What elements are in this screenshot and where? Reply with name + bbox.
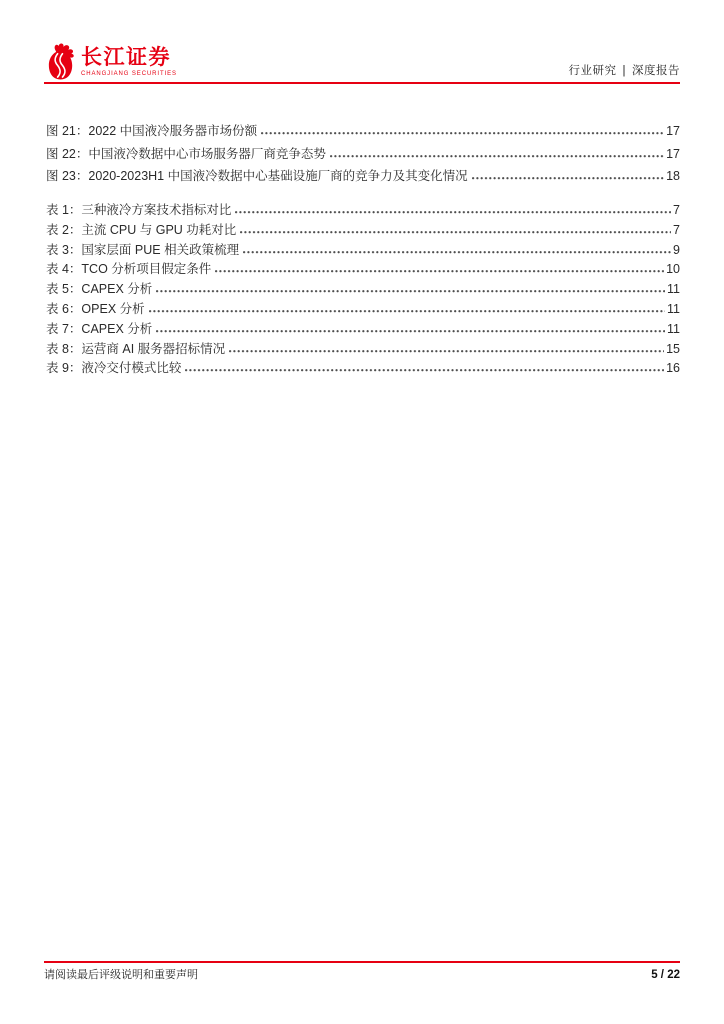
dot-leader (149, 304, 665, 313)
table-of-contents (46, 120, 680, 379)
report-category-label (569, 62, 681, 78)
toc-entry-label: 表 1：三种液冷方案技术指标对比 (46, 203, 232, 218)
dot-leader (240, 225, 671, 234)
page-footer (44, 966, 680, 982)
toc-entry-label: 表 7：CAPEX 分析 (46, 321, 153, 336)
report-type-text: 深度报告 (632, 65, 680, 77)
dot-leader (330, 149, 664, 158)
footer-disclaimer: 请阅读最后评级说明和重要声明 (44, 969, 198, 981)
toc-entry-label: 表 3：国家层面 PUE 相关政策梳理 (46, 242, 240, 257)
dot-leader (229, 344, 664, 353)
footer-divider (44, 961, 680, 963)
dot-leader (156, 324, 665, 333)
toc-entry-figure-22[interactable] (46, 143, 680, 166)
page-number: 5 / 22 (651, 969, 680, 981)
toc-entry-table-1[interactable] (46, 201, 680, 221)
toc-entry-page: 7 (673, 203, 680, 218)
toc-figures-group (46, 120, 680, 188)
brand-subtitle: CHANGJIANG SECURITIES (81, 71, 177, 77)
dot-leader (472, 171, 664, 180)
toc-entry-label: 图 21：2022 中国液冷服务器市场份额 (46, 124, 258, 138)
toc-entry-label: 图 23：2020-2023H1 中国液冷数据中心基础设施厂商的竞争力及其变化情况 (46, 169, 468, 184)
brand-text (81, 47, 177, 77)
dot-leader (156, 284, 665, 293)
toc-entry-figure-23[interactable] (46, 165, 680, 188)
toc-entry-label: 表 8：运营商 AI 服务器招标情况 (46, 341, 226, 356)
dot-leader (215, 264, 664, 273)
dot-leader (261, 126, 664, 135)
dot-leader (235, 205, 671, 214)
toc-entry-table-7[interactable] (46, 320, 680, 340)
toc-entry-page: 11 (667, 282, 680, 297)
toc-entry-page: 7 (673, 222, 680, 237)
toc-entry-label: 图 22：中国液冷数据中心市场服务器厂商竞争态势 (46, 146, 326, 161)
header-divider (44, 82, 680, 84)
dot-leader (185, 363, 664, 372)
toc-entry-page: 10 (666, 262, 680, 277)
brand-logo (44, 42, 177, 81)
toc-entry-page: 18 (666, 169, 680, 184)
toc-entry-table-4[interactable] (46, 260, 680, 280)
toc-entry-label: 表 5：CAPEX 分析 (46, 282, 153, 297)
toc-entry-label: 表 6：OPEX 分析 (46, 302, 145, 317)
category-text: 行业研究 (568, 65, 617, 77)
toc-entry-page: 17 (666, 124, 680, 138)
dot-leader (243, 245, 671, 254)
toc-entry-label: 表 9：液冷交付模式比较 (46, 361, 182, 376)
toc-tables-group (46, 201, 680, 379)
brand-name: 长江证券 (81, 46, 171, 69)
toc-entry-page: 16 (666, 361, 680, 376)
toc-entry-table-6[interactable] (46, 300, 680, 320)
toc-entry-page: 17 (666, 146, 680, 161)
toc-entry-table-8[interactable] (46, 340, 680, 360)
toc-entry-table-5[interactable] (46, 280, 680, 300)
category-separator: | (622, 65, 626, 77)
toc-entry-page: 11 (667, 321, 680, 336)
toc-entry-page: 9 (673, 242, 680, 257)
brand-emblem-icon (44, 42, 79, 81)
toc-entry-page: 11 (667, 302, 680, 317)
toc-entry-figure-21[interactable] (46, 120, 680, 143)
toc-entry-label: 表 4：TCO 分析项目假定条件 (46, 262, 212, 277)
toc-entry-table-2[interactable] (46, 221, 680, 241)
toc-entry-table-9[interactable] (46, 359, 680, 379)
toc-entry-label: 表 2：主流 CPU 与 GPU 功耗对比 (46, 222, 237, 237)
toc-entry-page: 15 (666, 341, 680, 356)
toc-entry-table-3[interactable] (46, 241, 680, 261)
